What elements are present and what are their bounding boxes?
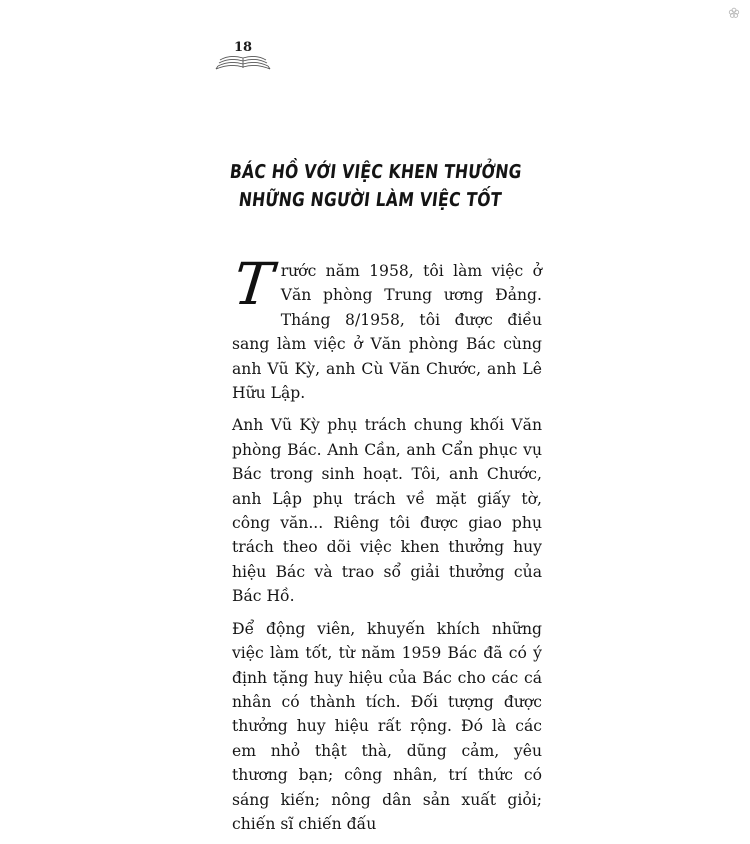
chapter-title-line-2: NHỮNG NGƯỜI LÀM VIỆC TỐT xyxy=(237,189,503,211)
corner-marker xyxy=(728,4,740,16)
drop-cap: T xyxy=(230,250,277,318)
paragraph-3: Để động viên, khuyến khích những việc làm tốt, từ năm 1959 Bác đã có ý định tặng huy hiệu của Bác cho các cá nhân có thành tích. Đối tượng được thưởng huy hiệu rất rộng. Đó là các em nhỏ thật thà, dũng cảm, yêu thương bạn; công nhân, trí thức có sáng kiến; nông dân sản xuất giỏi; chiến sĩ chiến đấu xyxy=(232,619,542,833)
body-text xyxy=(230,250,542,844)
page-number: 18 xyxy=(233,40,253,55)
chapter-title-line-1: BÁC HỒ VỚI VIỆC KHEN THƯỞNG xyxy=(228,161,523,183)
paragraph-1 xyxy=(230,250,542,405)
flower-icon xyxy=(728,7,740,19)
paragraph-1-text: rước năm 1958, tôi làm việc ở Văn phòng Trung ương Đảng. Tháng 8/1958, tôi được điều sang làm việc ở Văn phòng Bác cùng anh Vũ Kỳ, anh Cù Văn Chước, anh Lê Hữu Lập. xyxy=(232,262,542,403)
page-number-emblem xyxy=(214,38,272,72)
chapter-title xyxy=(225,158,523,214)
paragraph-2: Anh Vũ Kỳ phụ trách chung khối Văn phòng Bác. Anh Cần, anh Cẩn phục vụ Bác trong sinh hoạt. Tôi, anh Chước, anh Lập phụ trách về mặt giấy tờ, công văn... Riêng tôi được giao phụ trách theo dõi việc khen thưởng huy hiệu Bác và trao sổ giải thưởng của Bác Hồ. xyxy=(232,416,542,606)
